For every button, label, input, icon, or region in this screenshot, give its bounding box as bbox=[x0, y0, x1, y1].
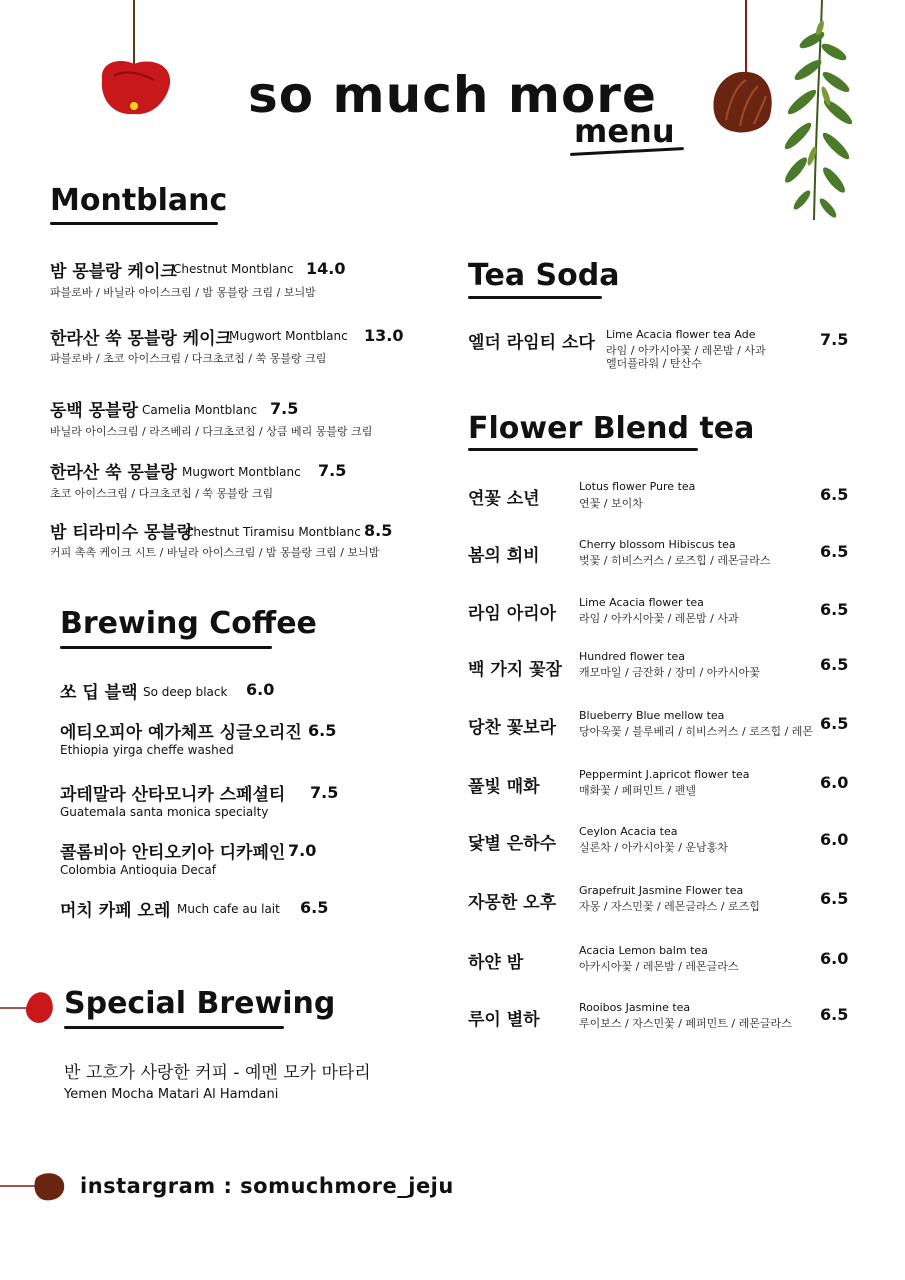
item-price: 6.5 bbox=[820, 714, 849, 733]
item-price: 6.0 bbox=[820, 949, 849, 968]
item-name-ko: 엘더 라임티 소다 bbox=[468, 333, 595, 353]
item-price: 13.0 bbox=[364, 326, 404, 345]
item-price: 7.5 bbox=[820, 330, 849, 349]
section-heading-montblanc: Montblanc bbox=[50, 183, 228, 218]
item-price: 6.5 bbox=[820, 889, 849, 908]
item-name-ko: 한라산 쑥 몽블랑 bbox=[50, 463, 177, 483]
item-price: 6.0 bbox=[820, 830, 849, 849]
item-desc: 파블로바 / 초코 아이스크림 / 다크초코칩 / 쑥 몽블랑 크림 bbox=[50, 352, 327, 365]
herb-branch-icon bbox=[772, 0, 862, 230]
item-price: 7.0 bbox=[288, 841, 317, 860]
section-heading-tea-soda: Tea Soda bbox=[468, 258, 620, 293]
item-name-en: Colombia Antioquia Decaf bbox=[60, 863, 216, 877]
item-price: 6.0 bbox=[820, 773, 849, 792]
item-name-ko: 반 고흐가 사랑한 커피 - 예멘 모카 마타리 bbox=[64, 1063, 371, 1083]
item-desc: 루이보스 / 자스민꽃 / 페퍼민트 / 레몬글라스 bbox=[579, 1017, 792, 1030]
item-name-ko: 봄의 희비 bbox=[468, 546, 540, 566]
menu-title: so much more bbox=[248, 66, 657, 124]
chestnut-icon bbox=[706, 0, 776, 140]
section-underline bbox=[50, 222, 218, 225]
item-price: 6.5 bbox=[820, 542, 849, 561]
section-underline bbox=[468, 448, 698, 451]
item-name-ko: 밤 티라미수 몽블랑 bbox=[50, 523, 194, 543]
item-desc: 벚꽃 / 히비스커스 / 로즈힙 / 레몬글라스 bbox=[579, 554, 771, 567]
item-name-ko: 루이 별하 bbox=[468, 1010, 540, 1030]
item-name-en: So deep black bbox=[143, 685, 228, 699]
item-name-en: Chestnut Montblanc bbox=[173, 262, 294, 276]
item-name-en: Cherry blossom Hibiscus tea bbox=[579, 538, 736, 551]
item-price: 6.0 bbox=[246, 680, 275, 699]
item-price: 7.5 bbox=[310, 783, 339, 802]
item-price: 14.0 bbox=[306, 259, 346, 278]
item-desc: 라임 / 아카시아꽃 / 레몬밤 / 사과 bbox=[579, 612, 739, 625]
item-name-en: Camelia Montblanc bbox=[142, 403, 258, 417]
section-heading-flower-blend-tea: Flower Blend tea bbox=[468, 411, 755, 446]
section-underline bbox=[60, 646, 272, 649]
item-name-ko: 쏘 딥 블랙 bbox=[60, 683, 138, 703]
item-price: 7.5 bbox=[270, 399, 299, 418]
item-name-ko: 백 가지 꽃잠 bbox=[468, 660, 562, 680]
item-price: 6.5 bbox=[820, 655, 849, 674]
item-name-en: Acacia Lemon balm tea bbox=[579, 944, 708, 957]
small-red-flower-icon bbox=[0, 988, 60, 1028]
item-name-en: Peppermint J.apricot flower tea bbox=[579, 768, 750, 781]
item-name-en: Grapefruit Jasmine Flower tea bbox=[579, 884, 744, 897]
item-name-ko: 자몽한 오후 bbox=[468, 893, 557, 913]
chestnut-small-icon bbox=[0, 1168, 70, 1208]
item-name-en: Hundred flower tea bbox=[579, 650, 685, 663]
item-name-en: Mugwort Montblanc bbox=[229, 329, 348, 343]
item-price: 6.5 bbox=[820, 485, 849, 504]
item-desc: 연꽃 / 보이차 bbox=[579, 497, 643, 510]
item-name-ko: 밤 몽블랑 케이크 bbox=[50, 262, 177, 282]
red-flower-icon bbox=[92, 0, 172, 120]
item-desc: 자몽 / 자스민꽃 / 레몬글라스 / 로즈힙 bbox=[579, 900, 760, 913]
item-name-en: Yemen Mocha Matari Al Hamdani bbox=[64, 1087, 279, 1102]
item-price: 6.5 bbox=[308, 721, 337, 740]
section-heading-special-brewing: Special Brewing bbox=[64, 986, 336, 1021]
item-desc: 실론차 / 아카시아꽃 / 운남홍차 bbox=[579, 841, 728, 854]
item-name-ko: 라임 아리아 bbox=[468, 604, 557, 624]
section-underline bbox=[64, 1026, 284, 1029]
item-desc: 라임 / 아카시아꽃 / 레몬밤 / 사과 bbox=[606, 344, 766, 357]
item-name-ko: 풀빛 매화 bbox=[468, 777, 540, 797]
item-name-en: Mugwort Montblanc bbox=[182, 465, 301, 479]
item-name-ko: 에티오피아 예가체프 싱글오리진 bbox=[60, 723, 302, 743]
item-name-ko: 한라산 쑥 몽블랑 케이크 bbox=[50, 329, 232, 349]
section-underline bbox=[468, 296, 602, 299]
item-name-en: Ethiopia yirga cheffe washed bbox=[60, 743, 234, 757]
section-heading-brewing-coffee: Brewing Coffee bbox=[60, 606, 317, 641]
item-price: 7.5 bbox=[318, 461, 347, 480]
item-name-en: Chestnut Tiramisu Montblanc bbox=[185, 525, 361, 539]
menu-subtitle: menu bbox=[574, 112, 675, 150]
item-name-ko: 당찬 꽃보라 bbox=[468, 718, 557, 738]
item-name-ko: 하얀 밤 bbox=[468, 953, 524, 973]
item-name-en: Lime Acacia flower tea bbox=[579, 596, 704, 609]
item-desc: 엘더플라워 / 탄산수 bbox=[606, 357, 702, 370]
item-desc: 당아욱꽃 / 블루베리 / 히비스커스 / 로즈힙 / 레몬 bbox=[579, 725, 814, 738]
item-name-en: Lotus flower Pure tea bbox=[579, 480, 696, 493]
item-price: 6.5 bbox=[820, 1005, 849, 1024]
item-desc: 캐모마일 / 금잔화 / 장미 / 아카시아꽃 bbox=[579, 666, 760, 679]
item-desc: 아카시아꽃 / 레몬밤 / 레몬글라스 bbox=[579, 960, 739, 973]
item-desc: 매화꽃 / 페퍼민트 / 펜넬 bbox=[579, 784, 697, 797]
item-price: 8.5 bbox=[364, 521, 393, 540]
item-name-ko: 연꽃 소년 bbox=[468, 489, 540, 509]
instagram-handle: instargram : somuchmore_jeju bbox=[80, 1174, 454, 1198]
item-name-en: Blueberry Blue mellow tea bbox=[579, 709, 725, 722]
item-name-ko: 콜롬비아 안티오키아 디카페인 bbox=[60, 843, 286, 863]
item-name-en: Lime Acacia flower tea Ade bbox=[606, 328, 756, 341]
item-desc: 초코 아이스크림 / 다크초코칩 / 쑥 몽블랑 크림 bbox=[50, 487, 274, 500]
item-name-ko: 과테말라 산타모니카 스페셜티 bbox=[60, 785, 286, 805]
item-price: 6.5 bbox=[820, 600, 849, 619]
item-name-en: Ceylon Acacia tea bbox=[579, 825, 678, 838]
item-name-ko: 동백 몽블랑 bbox=[50, 401, 139, 421]
item-desc: 커피 촉촉 케이크 시트 / 바닐라 아이스크림 / 밤 몽블랑 크림 / 보늬밤 bbox=[50, 546, 380, 559]
item-name-en: Rooibos Jasmine tea bbox=[579, 1001, 691, 1014]
item-desc: 바닐라 아이스크림 / 라즈베리 / 다크초코칩 / 상큼 베리 몽블랑 크림 bbox=[50, 425, 373, 438]
item-desc: 파블로바 / 바닐라 아이스크림 / 밤 몽블랑 크림 / 보늬밤 bbox=[50, 286, 316, 299]
item-name-en: Much cafe au lait bbox=[177, 902, 280, 916]
item-name-ko: 닻별 은하수 bbox=[468, 834, 557, 854]
item-name-ko: 머치 카페 오레 bbox=[60, 901, 171, 921]
item-price: 6.5 bbox=[300, 898, 329, 917]
item-name-en: Guatemala santa monica specialty bbox=[60, 805, 269, 819]
